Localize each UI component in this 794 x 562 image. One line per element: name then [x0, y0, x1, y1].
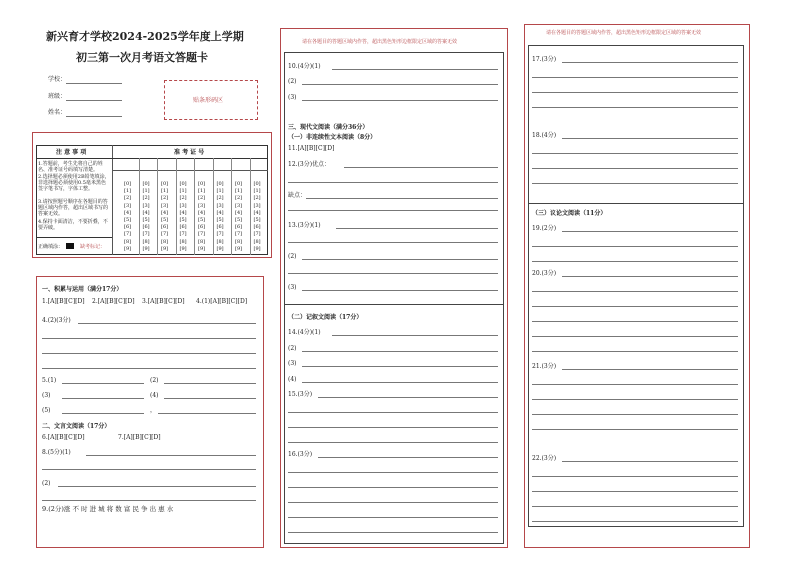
school-field-line[interactable] [66, 83, 122, 84]
admission-digit-bubble[interactable]: [5] [179, 217, 187, 223]
admission-digit-bubble[interactable]: [1] [253, 188, 261, 195]
q12-label: 12.(3分)优点： [288, 161, 331, 168]
admission-digit-bubble[interactable]: [3] [179, 202, 187, 209]
admission-digit-bubble[interactable]: [8] [124, 238, 132, 245]
notice-item-3: 3.请按照题号顺序在各题目的答题区域内作答，超出区域书写的答案无效。 [38, 199, 109, 217]
choice-q11[interactable]: 11.[A][B][C][D] [288, 145, 335, 152]
school-field-label: 学校： [48, 76, 67, 83]
admission-digit-bubble[interactable]: [7] [216, 231, 224, 238]
q5-2-label: (2) [150, 377, 159, 384]
q14-2-label: (2) [288, 345, 297, 352]
admission-digit-bubble[interactable]: [4] [216, 209, 224, 216]
admission-digit-bubble[interactable]: [5] [235, 217, 243, 223]
admission-title: 准 考 证 号 [174, 149, 205, 156]
admission-digit-bubble[interactable]: [7] [235, 231, 243, 238]
q5-1-label: 5.(1) [42, 377, 57, 384]
admission-digit-bubble[interactable]: [4] [142, 209, 150, 216]
admission-column-divider [213, 158, 214, 255]
admission-digit-bubble[interactable]: [7] [142, 231, 150, 238]
admission-digit-bubble[interactable]: [3] [142, 202, 150, 209]
admission-digit-bubble[interactable]: [7] [179, 231, 187, 238]
admission-digit-bubble[interactable]: [7] [161, 231, 169, 238]
admission-digit-bubble[interactable]: [1] [198, 188, 206, 195]
right-banner: 请在各题目的答题区域内作答，超出黑色矩形边框限定区域的答案无效 [546, 30, 702, 36]
q21-label: 21.(3分) [532, 363, 557, 370]
admission-digit-bubble[interactable]: [2] [198, 195, 206, 202]
q19-label: 19.(2分) [532, 225, 557, 232]
admission-column-divider [176, 158, 177, 255]
admission-digit-bubble[interactable]: [6] [124, 224, 132, 231]
missing-mark-label: 缺考标记： [80, 244, 106, 250]
admission-digit-bubble[interactable]: [2] [142, 195, 150, 202]
admission-digit-bubble[interactable]: [0] [198, 181, 206, 187]
admission-digit-bubble[interactable]: [7] [253, 231, 261, 238]
admission-digit-bubble[interactable]: [1] [161, 188, 169, 195]
q14-1-label: 14.(4分)(1) [288, 329, 321, 336]
admission-digit-bubble[interactable]: [8] [216, 238, 224, 245]
admission-column-divider [250, 158, 251, 255]
admission-digit-bubble[interactable]: [3] [235, 202, 243, 209]
admission-digit-bubble[interactable]: [2] [235, 195, 243, 202]
admission-digit-bubble[interactable]: [1] [216, 188, 224, 195]
admission-digit-bubble[interactable]: [0] [235, 181, 243, 187]
admission-digit-bubble[interactable]: [1] [142, 188, 150, 195]
admission-digit-bubble[interactable]: [5] [124, 217, 132, 223]
q17-label: 17.(3分) [532, 56, 557, 63]
choice-q2[interactable]: 2.[A][B][C][D] [92, 298, 135, 305]
admission-digit-bubble[interactable]: [3] [253, 202, 261, 209]
q18-label: 18.(4分) [532, 132, 557, 139]
choice-q3[interactable]: 3.[A][B][C][D] [142, 298, 185, 305]
choice-q4-1[interactable]: 4.(1)[A][B][C][D] [196, 298, 248, 305]
section2-title: 二、文言文阅读（17分） [42, 423, 111, 430]
section3-sub1: （一）非连续性文本阅读（8分） [288, 134, 377, 141]
notice-item-1: 1.答题前，考生先将自己的姓名、准考证号码填写清楚。 [38, 161, 103, 173]
q9-text[interactable]: 9.(2分)涨 不 时 进 城 将 数 富 民 争 出 惠 水 [42, 505, 174, 513]
admission-digit-bubble[interactable]: [8] [235, 238, 243, 245]
admission-digit-bubble[interactable]: [6] [253, 224, 261, 231]
notice-item-4: 4.保持卡面清洁，不要折叠，不要弄破。 [38, 219, 108, 231]
q10-1-label: 10.(4分)(1) [288, 63, 321, 70]
admission-digit-bubble[interactable]: [2] [161, 195, 169, 202]
admission-digit-bubble[interactable]: [8] [142, 238, 150, 245]
admission-digit-bubble[interactable]: [3] [124, 202, 132, 209]
admission-digit-bubble[interactable]: [3] [161, 202, 169, 209]
class-field-line[interactable] [66, 100, 122, 101]
admission-digit-bubble[interactable]: [5] [216, 217, 224, 223]
admission-digit-bubble[interactable]: [9] [216, 245, 224, 252]
notice-item-2: 2.选择题必须使用2B铅笔填涂，非选择题必须使用0.5毫米黑色签字笔书写，字体工整。 [38, 174, 110, 192]
admission-digit-bubble[interactable]: [8] [253, 238, 261, 245]
admission-digit-bubble[interactable]: [9] [124, 245, 132, 252]
q14-4-label: (4) [288, 376, 297, 383]
admission-digit-bubble[interactable]: [0] [142, 181, 150, 187]
q4-label: 4.(2)(3分) [42, 317, 71, 324]
q22-label: 22.(3分) [532, 455, 557, 462]
q10-2-label: (2) [288, 78, 297, 85]
admission-digit-bubble[interactable]: [2] [216, 195, 224, 202]
choice-q6[interactable]: 6.[A][B][C][D] [42, 434, 85, 441]
choice-q7[interactable]: 7.[A][B][C][D] [118, 434, 161, 441]
q5-5-label: (5) [42, 407, 51, 414]
admission-digit-bubble[interactable]: [2] [124, 195, 132, 202]
q13-1-label: 13.(3分)(1) [288, 222, 321, 229]
admission-digit-bubble[interactable]: [5] [253, 217, 261, 223]
admission-digit-bubble[interactable]: [4] [198, 209, 206, 216]
q8-2-label: (2) [42, 480, 51, 487]
admission-digit-bubble[interactable]: [5] [198, 217, 206, 223]
q5-5-sep: ， [150, 407, 157, 414]
admission-digit-bubble[interactable]: [0] [161, 181, 169, 187]
admission-digit-bubble[interactable]: [0] [124, 181, 132, 187]
correct-fill-label: 正确填涂： [38, 244, 64, 250]
admission-digit-bubble[interactable]: [3] [216, 202, 224, 209]
admission-digit-bubble[interactable]: [9] [161, 245, 169, 252]
admission-digit-bubble[interactable]: [9] [198, 245, 206, 252]
q4-line[interactable] [78, 323, 256, 324]
name-field-line[interactable] [66, 116, 122, 117]
right-frame [528, 45, 744, 527]
section3-title: 三、现代文阅读（满分36分） [288, 124, 369, 131]
section3-sub3: （三）议论文阅读（11分） [532, 210, 607, 217]
barcode-area [164, 80, 258, 120]
admission-digit-bubble[interactable]: [5] [142, 217, 150, 223]
admission-digit-bubble[interactable]: [3] [198, 202, 206, 209]
admission-digit-bubble[interactable]: [8] [198, 238, 206, 245]
admission-column-divider [231, 158, 232, 255]
admission-digit-bubble[interactable]: [8] [179, 238, 187, 245]
admission-digit-bubble[interactable]: [0] [179, 181, 187, 187]
q5-4-label: (4) [150, 392, 159, 399]
q12-cons-label: 缺点： [288, 192, 307, 199]
admission-digit-bubble[interactable]: [9] [235, 245, 243, 252]
admission-digit-bubble[interactable]: [1] [235, 188, 243, 195]
admission-digit-bubble[interactable]: [6] [235, 224, 243, 231]
choice-q1[interactable]: 1.[A][B][C][D] [42, 298, 85, 305]
admission-column-divider [157, 158, 158, 255]
q13-2-label: (2) [288, 253, 297, 260]
admission-digit-bubble[interactable]: [1] [124, 188, 132, 195]
admission-digit-bubble[interactable]: [7] [198, 231, 206, 238]
admission-digit-bubble[interactable]: [8] [161, 238, 169, 245]
admission-digit-bubble[interactable]: [2] [253, 195, 261, 202]
exam-title: 初三第一次月考语文答题卡 [76, 51, 208, 64]
school-title: 新兴育才学校2024-2025学年度上学期 [46, 30, 244, 43]
admission-digit-bubble[interactable]: [4] [179, 209, 187, 216]
q13-3-label: (3) [288, 284, 297, 291]
admission-digit-bubble[interactable]: [5] [161, 217, 169, 223]
admission-digit-bubble[interactable]: [4] [235, 209, 243, 216]
q15-label: 15.(3分) [288, 391, 313, 398]
barcode-label: 贴条形码区 [193, 97, 224, 104]
section1-title: 一、积累与运用（满分17分） [42, 286, 123, 293]
admission-digit-bubble[interactable]: [6] [161, 224, 169, 231]
q5-3-label: (3) [42, 392, 51, 399]
admission-column-divider [194, 158, 195, 255]
middle-banner: 请在各题目的答题区域内作答，超出黑色矩形边框限定区域的答案无效 [302, 39, 458, 45]
class-field-label: 班级： [48, 93, 67, 100]
admission-digit-bubble[interactable]: [2] [179, 195, 187, 202]
admission-digit-bubble[interactable]: [4] [253, 209, 261, 216]
q16-label: 16.(3分) [288, 451, 313, 458]
admission-digit-bubble[interactable]: [6] [198, 224, 206, 231]
admission-digit-bubble[interactable]: [4] [161, 209, 169, 216]
correct-fill-sample [66, 243, 74, 249]
admission-digit-bubble[interactable]: [6] [216, 224, 224, 231]
q14-3-label: (3) [288, 360, 297, 367]
admission-digit-bubble[interactable]: [4] [124, 209, 132, 216]
admission-digit-bubble[interactable]: [0] [253, 181, 261, 187]
admission-digit-bubble[interactable]: [9] [179, 245, 187, 252]
admission-digit-bubble[interactable]: [1] [179, 188, 187, 195]
q8-label: 8.(5分)(1) [42, 449, 71, 456]
admission-digit-bubble[interactable]: [9] [253, 245, 261, 252]
q10-3-label: (3) [288, 94, 297, 101]
q20-label: 20.(3分) [532, 270, 557, 277]
admission-digit-bubble[interactable]: [6] [179, 224, 187, 231]
admission-column-divider [139, 158, 140, 255]
admission-digit-bubble[interactable]: [6] [142, 224, 150, 231]
admission-digit-bubble[interactable]: [7] [124, 231, 132, 238]
name-field-label: 姓名： [48, 109, 67, 116]
admission-digit-bubble[interactable]: [0] [216, 181, 224, 187]
admission-digit-bubble[interactable]: [9] [142, 245, 150, 252]
section3-sub2: （二）记叙文阅读（17分） [288, 314, 363, 321]
notice-title: 注 意 事 项 [56, 149, 87, 156]
